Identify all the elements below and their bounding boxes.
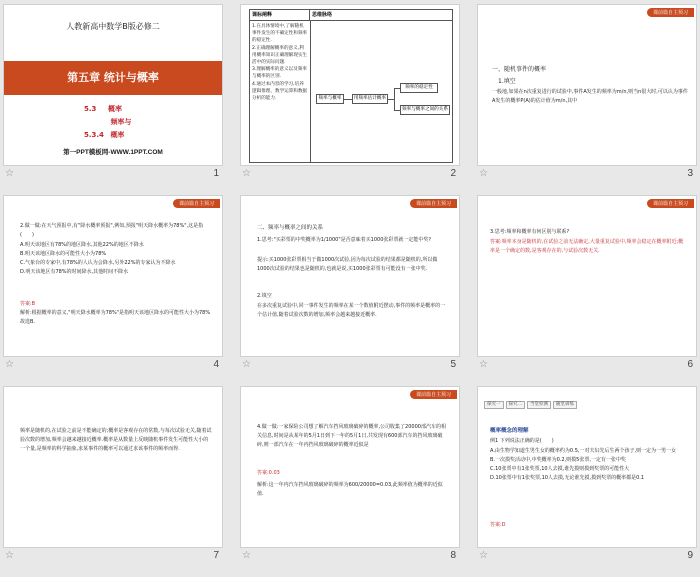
slide-thumb-4[interactable] (0, 191, 226, 377)
slide-preview (3, 195, 223, 357)
section-tag: 课前篇自主预习 (173, 199, 220, 208)
slide-preview (240, 386, 460, 548)
slide-thumb-7[interactable] (0, 382, 226, 568)
body-text: 一般地,如果在n次重复进行的试验中,事件A发生的频率为m/n,则当n很大时,可以认为事件A发生的概率P(A)的估计值为m/n,其中 (492, 89, 688, 104)
slide-meta (477, 550, 697, 564)
slide-preview (477, 195, 697, 357)
slide-thumb-1[interactable] (0, 0, 226, 186)
slide-thumb-8[interactable] (237, 382, 463, 568)
slide-number: 3 (687, 168, 693, 179)
star-icon[interactable]: ☆ (479, 359, 488, 370)
answer-text: 答案:B (20, 301, 36, 307)
question-text: 4.做一做:一家保险公司想了解汽车挡风玻璃破碎的概率,公司收集了20000部汽车的相关信息,时间是从某年的5月1日到下一年的5月1日,共发现有600部汽车的挡风玻璃破碎,则一部汽车在一年内挡风玻璃破碎的概率近似是 (257, 424, 446, 448)
slide-number: 5 (450, 359, 456, 370)
chapter-band (4, 61, 222, 95)
slide-meta (477, 359, 697, 373)
slide-preview (3, 4, 223, 166)
mindmap-node: 频率与概率 (316, 94, 344, 104)
slide-meta (240, 168, 460, 182)
star-icon[interactable]: ☆ (242, 359, 251, 370)
explanation-text: 解析:根据概率的意义,"明天降水概率为78%"是指明天该地区降水的可能性大小为78%故选B. (20, 310, 211, 325)
star-icon[interactable]: ☆ (242, 550, 251, 561)
option-item: B.明天该地区降水的可能性大小为78% (20, 251, 107, 257)
star-icon[interactable]: ☆ (479, 168, 488, 179)
section-tag: 课前篇自主预习 (647, 8, 694, 17)
slide-meta (477, 168, 697, 182)
slide-number: 9 (687, 550, 693, 561)
list-item: 2.正确理解概率的意义,利用概率知识正确理解现实生活中的实际问题. (252, 45, 308, 66)
mindmap-node: 频率与概率之间的关系 (400, 105, 450, 115)
body-text: 频率是随机的,在试验之前是不能确定的;概率是客观存在的常数,与每次试验无关,随着试验次数的增加,频率会越来越接近概率.概率是从数量上反映随机事件发生可能性大小的一个量,是频率的科学抽象,求某事件的概率可以通过求该事件的频率而得. (20, 428, 212, 452)
slide-number: 2 (450, 168, 456, 179)
book-title: 人教新高中数学B版必修二 (66, 22, 160, 31)
slide-meta (3, 168, 223, 182)
question-text: 1.思考:"买彩票的中奖概率为1/1000"是否意味着买1000张彩票就一定能中奖? (257, 237, 432, 243)
chapter-title: 第五章 统计与概率 (67, 71, 159, 84)
example-title: 例1 下列说法正确的是( ) (490, 438, 554, 444)
table-header: 思维脉络 (312, 12, 333, 18)
option-item: B.一次摸奖活动中,中奖概率为0.2,则摸5张票,一定有一张中奖 (490, 457, 626, 463)
option-item: C.10张票中有1张奖票,10人去摸,谁先摸则摸到奖票的可能性大 (490, 466, 630, 472)
divider (310, 20, 311, 162)
heading: 概率概念的理解 (490, 428, 529, 434)
slide-number: 8 (450, 550, 456, 561)
star-icon[interactable]: ☆ (479, 550, 488, 561)
tab-item: 探究一 (484, 401, 504, 409)
slide-thumb-9[interactable] (474, 382, 700, 568)
slide-preview (477, 386, 697, 548)
subheading: 2.填空 (257, 293, 272, 299)
body-text: 在多次重复试验中,同一事件发生的频率在某一个数值附近摆动,事件的频率是概率的一个估计值,随着试验次数的增加,频率会越来越接近概率. (257, 303, 446, 318)
section-number: 5.3 (84, 105, 97, 113)
tab-item: 当堂检测 (527, 401, 551, 409)
table-header: 课标阐释 (250, 10, 310, 20)
slide-preview (240, 4, 460, 166)
slide-preview (3, 386, 223, 548)
answer-text: 答案:频率本身是随机的,在试验之前无法确定,大量重复试验中,频率会稳定在概率附近;概率是一个确定的数,是客观存在的,与试验次数无关. (490, 239, 684, 254)
section-tag: 课前篇自主预习 (410, 199, 457, 208)
slide-preview (240, 195, 460, 357)
goals-list (252, 23, 308, 102)
objectives-table (249, 9, 453, 163)
slide-thumb-2[interactable] (237, 0, 463, 186)
slide-meta (3, 550, 223, 564)
heading: 二、频率与概率之间的关系 (257, 225, 324, 231)
slide-number: 7 (213, 550, 219, 561)
slide-number: 4 (213, 359, 219, 370)
slide-meta (240, 550, 460, 564)
explanation-text: 解析:这一年内汽车挡风玻璃破碎的频率为600/20000=0.03,此频率值为概率的近似值. (257, 482, 443, 497)
section-title: 频率与概率 (110, 118, 132, 139)
heading: 一、随机事件的概率 (492, 66, 547, 73)
section-tag: 课前篇自主预习 (410, 390, 457, 399)
slide-thumb-6[interactable] (474, 191, 700, 377)
slide-preview (477, 4, 697, 166)
tab-item: 随堂训练 (553, 401, 577, 409)
option-list (20, 241, 212, 277)
question-text: 2.做一做:在天气预报中,有"降水概率预报",例如,预报"明天降水概率为78%",这是指( ) (20, 223, 204, 238)
tab-item: 探究二 (506, 401, 526, 409)
option-item: D.10张票中有1张奖票,10人去摸,无论谁先摸,摸到奖票的概率都是0.1 (490, 475, 645, 481)
connector (394, 88, 395, 110)
question-text: 3.思考:频率和概率有何区别与联系? (490, 229, 570, 235)
answer-text: 答案:0.03 (257, 470, 280, 476)
connector (344, 99, 352, 100)
slide-thumb-5[interactable] (237, 191, 463, 377)
mindmap-node: 频率的稳定性 (400, 83, 438, 93)
list-item: 3.理解概率的意义以及频率与概率的区别. (252, 67, 307, 80)
mindmap-node: 用频率估计概率 (352, 94, 388, 104)
star-icon[interactable]: ☆ (5, 550, 14, 561)
section-tag: 课前篇自主预习 (647, 199, 694, 208)
slide-tabs (478, 401, 696, 409)
slide-thumb-3[interactable] (474, 0, 700, 186)
option-item: C.气象台的专家中,有78%的人认为会降水,另外22%的专家认为不降水 (20, 260, 176, 266)
section-list (84, 103, 134, 142)
slide-meta (3, 359, 223, 373)
option-list (490, 447, 688, 483)
star-icon[interactable]: ☆ (5, 359, 14, 370)
answer-text: 答案:D (490, 522, 506, 528)
star-icon[interactable]: ☆ (242, 168, 251, 179)
list-item: 1.在具体情境中,了解随机事件发生的不确定性和频率的稳定性. (252, 24, 308, 44)
slide-number: 1 (213, 168, 219, 179)
slide-meta (240, 359, 460, 373)
option-item: A.明天该地区有78%的地区降水,其他22%的地区不降水 (20, 242, 144, 248)
hint-text: 提示:买1000张彩票相当于做1000次试验,因为每次试验的结果都是随机的,所以做1000次试验的结果也是随机的,也就是说,买1000张彩票有可能没有一张中奖. (257, 257, 438, 272)
divider (250, 20, 452, 21)
subheading: 1.填空 (498, 78, 516, 85)
option-item: A.由生物学知道生男生女的概率约为0.5,一对夫妇先后生两个孩子,则一定为一男一女 (490, 448, 677, 454)
section-title: 概率 (108, 105, 122, 113)
star-icon[interactable]: ☆ (5, 168, 14, 179)
section-number: 5.3.4 (84, 131, 104, 139)
slide-number: 6 (687, 359, 693, 370)
site-footer: 第一PPT模板网-WWW.1PPT.COM (63, 149, 163, 156)
list-item: 4.通过本内容的学习,培养逻辑推理、数学运算和数据分析的能力. (252, 81, 308, 102)
option-item: D.明天该地区有78%的时间降水,其他时间不降水 (20, 269, 129, 275)
